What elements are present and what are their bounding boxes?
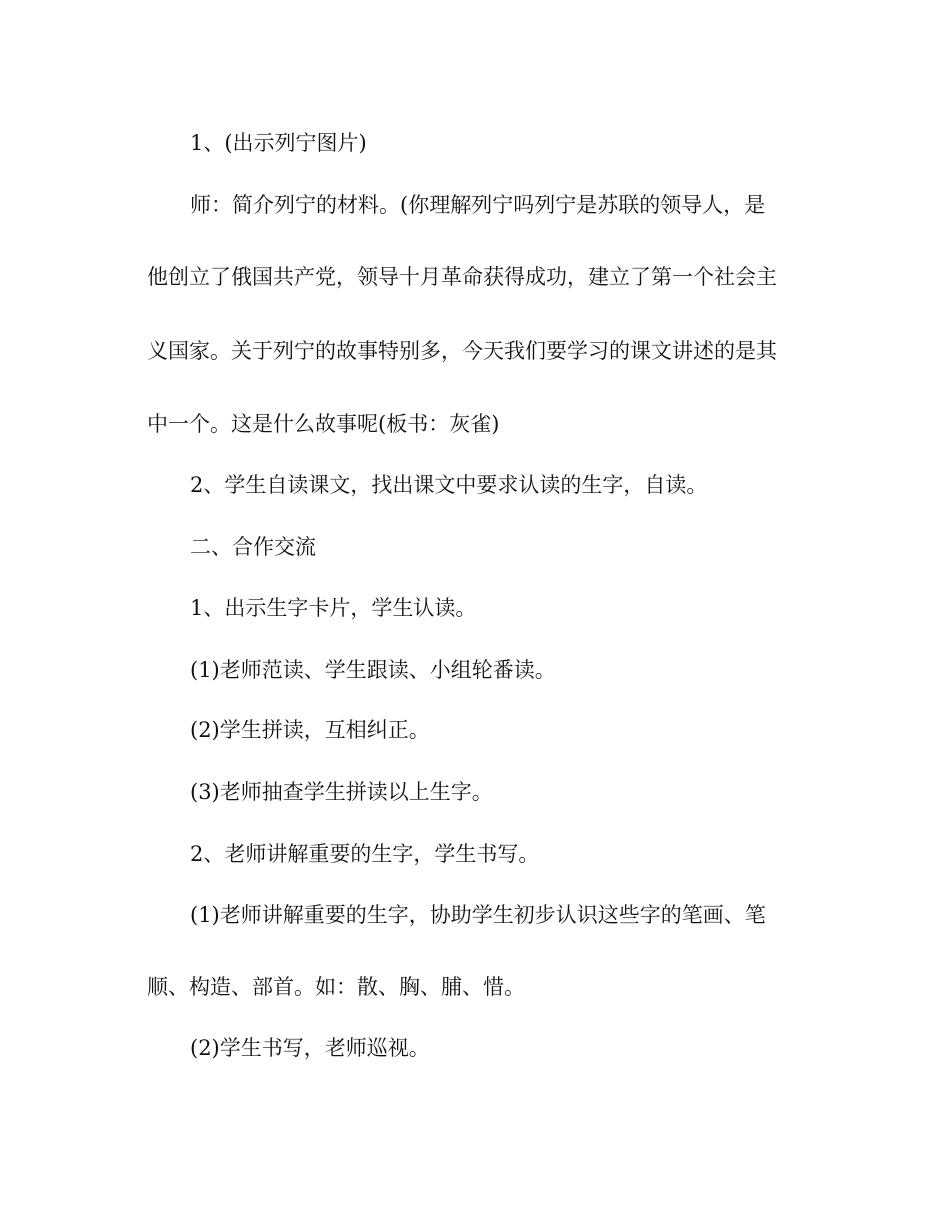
section-heading: 二、合作交流 (190, 535, 316, 559)
text-line-2: 师：简介列宁的材料。(你理解列宁吗列宁是苏联的领导人，是 (190, 193, 766, 217)
text-line-13: (1)老师讲解重要的生字，协助学生初步认识这些字的笔画、笔 (190, 903, 766, 927)
text-line-10: (2)学生拼读，互相纠正。 (190, 718, 430, 742)
text-line-11: (3)老师抽查学生拼读以上生字。 (190, 780, 493, 804)
text-line-1: 1、(出示列宁图片) (190, 131, 367, 155)
text-line-9: (1)老师范读、学生跟读、小组轮番读。 (190, 658, 556, 682)
text-line-8: 1、出示生字卡片，学生认读。 (190, 596, 477, 620)
text-line-14: 顺、构造、部首。如：散、胸、脯、惜。 (147, 975, 525, 999)
text-line-5: 中一个。这是什么故事呢(板书：灰雀) (147, 412, 500, 436)
text-line-3: 他创立了俄国共产党，领导十月革命获得成功，建立了第一个社会主 (147, 265, 777, 289)
text-line-12: 2、老师讲解重要的生字，学生书写。 (190, 842, 540, 866)
text-line-6: 2、学生自读课文，找出课文中要求认读的生字，自读。 (190, 473, 708, 497)
text-line-4: 义国家。关于列宁的故事特别多，今天我们要学习的课文讲述的是其 (147, 339, 777, 363)
text-line-15: (2)学生书写，老师巡视。 (190, 1036, 430, 1060)
